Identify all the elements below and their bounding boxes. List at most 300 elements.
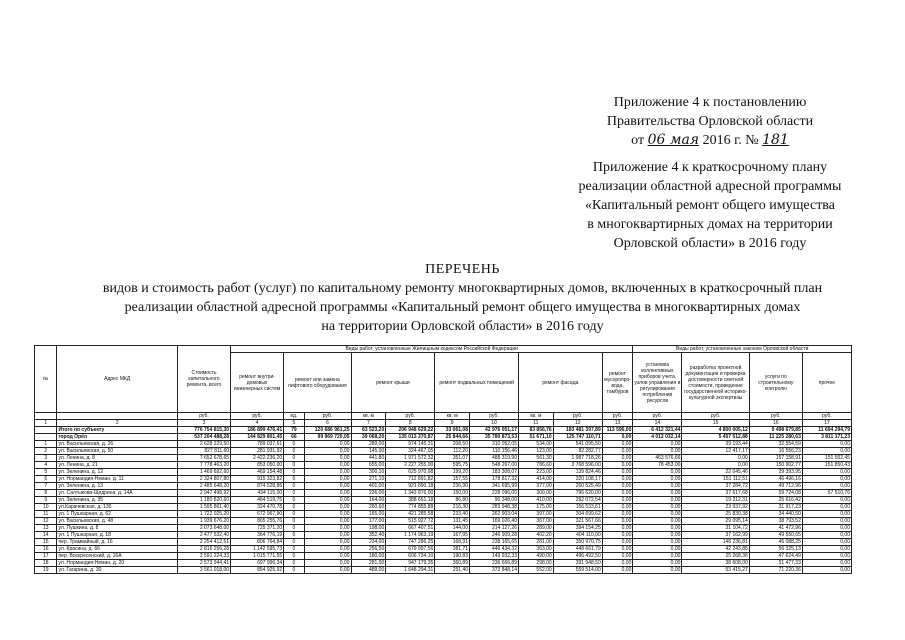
table-cell: 256,50 (351, 546, 386, 553)
column-number-cell: 12 (553, 420, 602, 427)
table-cell: 0,00 (304, 560, 351, 567)
table-cell: 2 947 498,92 (177, 490, 230, 497)
table-cell: 260 525,49 (553, 483, 602, 490)
table-cell: 183 481 397,89 (553, 427, 602, 434)
table-cell: 363,00 (519, 546, 554, 553)
table-cell: 156 533,61 (553, 504, 602, 511)
table-cell: 552,00 (519, 567, 554, 574)
table-cell: 66 (284, 434, 304, 441)
appendix-line: реализации областной адресной программы (578, 179, 842, 194)
table-cell: 0,00 (633, 553, 682, 560)
table-cell: 208,50 (435, 441, 470, 448)
row-address: Итого по субъекту (57, 427, 178, 434)
table-cell: 1 015 771,55 (231, 553, 284, 560)
table-cell: 0,00 (304, 469, 351, 476)
table-cell: 2 628 229,50 (177, 441, 230, 448)
unit-cell: руб. (304, 413, 351, 420)
table-cell: 786,60 (519, 462, 554, 469)
col-header-chute: ремонт мусоропро-вода, тамбуров (602, 353, 633, 413)
table-cell: 42 243,85 (682, 546, 749, 553)
table-cell: 324 470,78 (231, 504, 284, 511)
table-cell: 0,00 (602, 518, 633, 525)
table-cell: 747 286,25 (386, 539, 435, 546)
table-cell: 0,00 (602, 546, 633, 553)
table-cell: 854 925,92 (231, 567, 284, 574)
table-cell: 0,00 (602, 455, 633, 462)
column-number-cell: 9 (435, 420, 470, 427)
table-cell: 2 422 236,20 (231, 455, 284, 462)
row-address: город Орёл (57, 434, 178, 441)
table-cell: 139 824,46 (553, 469, 602, 476)
table-cell: 304 699,62 (553, 511, 602, 518)
table-cell: 0,00 (633, 560, 682, 567)
table-cell: 0,00 (304, 455, 351, 462)
table-cell: 99 969 720,05 (304, 434, 351, 441)
table-cell: 915 323,82 (231, 476, 284, 483)
table-row (35, 497, 852, 504)
row-number: 10 (35, 504, 57, 511)
table-cell: 234,00 (351, 539, 386, 546)
table-cell: 515 927,72 (386, 518, 435, 525)
table-cell: 388 651,18 (386, 497, 435, 504)
table-cell: 0 (284, 462, 304, 469)
table-cell: 0,00 (304, 532, 351, 539)
table-cell: 22 045,46 (682, 469, 749, 476)
table-cell: 59 724,08 (749, 490, 802, 497)
unit-cell: руб. (386, 413, 435, 420)
table-cell: 1 595 861,40 (177, 504, 230, 511)
table-cell: 16 556,23 (749, 448, 802, 455)
appendix-line: Приложение 4 к постановлению (613, 95, 807, 110)
table-cell: 310 052,05 (469, 441, 518, 448)
row-address: пер. Трамвайный, д. 16 (57, 539, 178, 546)
table-cell: 0,00 (633, 483, 682, 490)
table-cell: 0,00 (633, 511, 682, 518)
row-address: ул.Карачевская, д. 130 (57, 504, 178, 511)
col-header-no: № (35, 346, 57, 413)
column-number-cell: 5 (284, 420, 304, 427)
table-cell: 236,00 (351, 490, 386, 497)
table-cell: 464 519,75 (231, 497, 284, 504)
column-number-cell: 14 (633, 420, 682, 427)
table-cell: 4 800 005,12 (682, 427, 749, 434)
unit-cell: кв. м (351, 413, 386, 420)
table-cell: 625 970,98 (386, 469, 435, 476)
table-cell: 0,00 (633, 567, 682, 574)
table-cell: 853 050,00 (231, 462, 284, 469)
table-cell: 2 477 532,40 (177, 532, 230, 539)
column-number-cell: 1 (35, 420, 57, 427)
row-number: 13 (35, 525, 57, 532)
table-row (35, 546, 852, 553)
row-address: ул. Нормандия-Неман, д. 11 (57, 476, 178, 483)
row-address: ул. Зеленина, д. 12 (57, 469, 178, 476)
row-number: 16 (35, 546, 57, 553)
table-row (35, 448, 852, 455)
table-cell: 0,00 (602, 448, 633, 455)
column-number-cell: 10 (469, 420, 518, 427)
table-cell: 7 652 678,65 (177, 455, 230, 462)
table-cell: 34 440,50 (749, 511, 802, 518)
table-row (35, 553, 852, 560)
table-cell: 712 891,82 (386, 476, 435, 483)
table-cell: 246 909,28 (469, 532, 518, 539)
table-cell: 367,00 (519, 518, 554, 525)
table-cell: 0,00 (602, 560, 633, 567)
table-row (35, 462, 852, 469)
table-cell: 238 165,65 (469, 539, 518, 546)
row-address: ул. Нормандия-Неман, д. 20 (57, 560, 178, 567)
table-cell: 2 324 807,80 (177, 476, 230, 483)
table-row (35, 560, 852, 567)
table-cell: 0 (284, 532, 304, 539)
column-number-cell: 7 (351, 420, 386, 427)
table-cell: 144 829 801,45 (231, 434, 284, 441)
table-cell: 397,00 (519, 511, 554, 518)
table-cell: 35 780 873,53 (469, 434, 518, 441)
table-cell: 0,00 (802, 546, 851, 553)
unit-cell: руб. (231, 413, 284, 420)
table-cell: 725 371,20 (231, 525, 284, 532)
table-cell: 11 694 294,79 (802, 427, 851, 434)
table-cell: 321 567,66 (553, 518, 602, 525)
table-cell: 496 492,50 (553, 553, 602, 560)
table-cell: 0,00 (304, 476, 351, 483)
row-address: ул. 1 Пушкарная, д. 18 (57, 532, 178, 539)
row-address: ул. Васильевская, д. 26 (57, 441, 178, 448)
table-row (35, 532, 852, 539)
table-cell: 262 903,04 (469, 511, 518, 518)
title-line: видов и стоимость работ (услуг) по капитальному ремонту многоквартирных домов, включенных в краткосрочный план (102, 281, 823, 296)
table-cell: 0,00 (802, 504, 851, 511)
row-address: ул. Гагарина, д. 30 (57, 567, 178, 574)
table-cell: 404 110,00 (553, 532, 602, 539)
table-cell: 2 485 648,20 (177, 483, 230, 490)
table-cell: 324 467,05 (386, 448, 435, 455)
table-cell: 0,00 (304, 546, 351, 553)
table-cell: 11 225 280,63 (749, 434, 802, 441)
table-cell: 0,00 (633, 525, 682, 532)
table-cell: 774 855,88 (386, 504, 435, 511)
table-cell: 1 343 876,00 (386, 490, 435, 497)
year-text: 2016 г. № (702, 133, 759, 148)
table-cell: 236 666,89 (469, 560, 518, 567)
table-cell: 0,00 (633, 448, 682, 455)
table-cell: 3 811 171,23 (802, 434, 851, 441)
table-cell: 39 068,20 (351, 434, 386, 441)
table-cell: 151 850,43 (802, 462, 851, 469)
table-cell: 177,00 (351, 518, 386, 525)
table-cell: 260,60 (351, 504, 386, 511)
column-number-cell: 16 (749, 420, 802, 427)
table-cell: 463 576,66 (633, 455, 682, 462)
table-cell: 865 255,76 (231, 518, 284, 525)
unit-cell: руб. (469, 413, 518, 420)
table-cell: 446 434,32 (469, 546, 518, 553)
row-address: ул. Красина, д. 66 (57, 546, 178, 553)
table-cell: 414,00 (519, 476, 554, 483)
row-number: 1 (35, 441, 57, 448)
table-cell: 469 154,48 (231, 469, 284, 476)
table-cell: 0 (284, 476, 304, 483)
table-cell: 25 830,38 (682, 511, 749, 518)
table-cell: 0,00 (633, 518, 682, 525)
table-cell: 0 (284, 560, 304, 567)
col-header-facade: ремонт фасада (519, 353, 603, 413)
col-header-tech-control: услуги по строительному контролю (749, 353, 802, 413)
table-cell: 697 996,34 (231, 560, 284, 567)
table-cell: 1 648 294,31 (386, 567, 435, 574)
table-cell: 57 510,76 (802, 490, 851, 497)
table-cell: 2 816 256,28 (177, 546, 230, 553)
column-number-cell: 11 (519, 420, 554, 427)
table-cell: 595,75 (435, 462, 470, 469)
table-cell: 41 472,96 (749, 525, 802, 532)
table-cell: 149 932,33 (469, 553, 518, 560)
appendix-line: в многоквартирных домах на территории (587, 217, 833, 232)
appendix-line: Орловской области» в 2016 году (613, 236, 807, 251)
table-cell: 25 844,66 (435, 434, 470, 441)
table-cell: 947 179,35 (386, 560, 435, 567)
table-cell: 0,00 (633, 497, 682, 504)
table-cell: 0,00 (304, 525, 351, 532)
table-cell: 78 453,00 (633, 462, 682, 469)
table-cell: 2 254 412,51 (177, 539, 230, 546)
table-cell: 47 624,49 (749, 553, 802, 560)
table-cell: 490,00 (519, 553, 554, 560)
table-cell: 351,07 (435, 455, 470, 462)
table-cell: 63 523,20 (351, 427, 386, 434)
table-cell: 0,00 (602, 469, 633, 476)
table-cell: 53 415,27 (682, 567, 749, 574)
appendix-plan (560, 158, 860, 253)
table-cell: 0,00 (682, 455, 749, 462)
row-address: ул. Ленина, д. 8 (57, 455, 178, 462)
column-number-cell: 17 (802, 420, 851, 427)
table-row (35, 455, 852, 462)
table-cell: 37 284,72 (682, 483, 749, 490)
table-cell: 0,00 (304, 441, 351, 448)
table-cell: 236,90 (435, 483, 470, 490)
table-cell: 0,00 (304, 448, 351, 455)
table-cell: 381,71 (435, 546, 470, 553)
table-cell: 0,00 (802, 539, 851, 546)
table-cell: 281,00 (519, 539, 554, 546)
table-cell: 0,00 (802, 448, 851, 455)
unit-cell: руб. (177, 413, 230, 420)
table-cell: 350 970,75 (553, 539, 602, 546)
table-cell: 186 899 476,41 (231, 427, 284, 434)
table-cell: 39 193,44 (682, 441, 749, 448)
col-header-engineering: ремонт внутри-домовых инженерных систем (231, 353, 284, 413)
table-cell: 548 267,00 (469, 462, 518, 469)
table-cell: 2 573 944,41 (177, 560, 230, 567)
table-cell: 874 528,86 (231, 483, 284, 490)
table-cell: 29 393,95 (749, 469, 802, 476)
unit-cell: руб. (553, 413, 602, 420)
table-cell: 1 142 595,73 (231, 546, 284, 553)
table-row (35, 469, 852, 476)
column-number-cell: 2 (57, 420, 178, 427)
table-cell: 0,00 (682, 462, 749, 469)
table-cell: 0 (284, 490, 304, 497)
table-cell: 112,20 (435, 448, 470, 455)
row-number (35, 434, 57, 441)
table-row (35, 427, 852, 434)
table-row (35, 539, 852, 546)
row-address: ул. Васильевская, д. 48 (57, 518, 178, 525)
table-cell: 796 620,00 (553, 490, 602, 497)
table-cell: 0,00 (633, 441, 682, 448)
table-cell: 1 180 820,60 (177, 497, 230, 504)
table-cell: 3 561 018,00 (177, 567, 230, 574)
table-cell: 827 811,60 (177, 448, 230, 455)
row-number: 2 (35, 448, 57, 455)
table-cell: 7 778 463,20 (177, 462, 230, 469)
table-cell: 42 976 051,17 (469, 427, 518, 434)
row-address: ул. Зеленина, д. 35 (57, 497, 178, 504)
row-number: 8 (35, 490, 57, 497)
row-number: 4 (35, 462, 57, 469)
table-cell: 216,30 (435, 504, 470, 511)
row-address: ул. Пушкина, д. 8 (57, 525, 178, 532)
table-cell: 145,00 (351, 448, 386, 455)
table-cell: 421 285,58 (386, 511, 435, 518)
row-number: 12 (35, 518, 57, 525)
row-address: пер. Воскресенский, д. 16А (57, 553, 178, 560)
row-number: 7 (35, 483, 57, 490)
table-cell: 0,00 (802, 476, 851, 483)
table-cell: 206 948 629,22 (386, 427, 435, 434)
column-numbers-row (35, 420, 852, 427)
unit-cell: руб. (749, 413, 802, 420)
table-cell: 0,00 (602, 497, 633, 504)
row-number: 6 (35, 476, 57, 483)
table-cell: 0,00 (304, 483, 351, 490)
table-cell: 0,00 (802, 518, 851, 525)
table-row (35, 490, 852, 497)
row-address: ул. Ленина, д. 21 (57, 462, 178, 469)
table-cell: 0,00 (602, 483, 633, 490)
unit-cell: ед. (284, 413, 304, 420)
table-cell: 0 (284, 525, 304, 532)
row-number: 17 (35, 553, 57, 560)
unit-cell (57, 413, 178, 420)
date-prefix: от (631, 133, 645, 148)
table-cell: 410,00 (519, 497, 554, 504)
table-cell: 151 502,45 (802, 455, 851, 462)
table-cell: 1 174 963,19 (386, 532, 435, 539)
table-cell: 31 917,23 (749, 504, 802, 511)
appendix-line: Правительства Орловской области (606, 114, 814, 129)
table-cell: 360,89 (435, 560, 470, 567)
table-cell: 157 158,91 (749, 455, 802, 462)
unit-cell (35, 413, 57, 420)
table-cell: 0,00 (304, 518, 351, 525)
table-cell: 283 948,38 (469, 504, 518, 511)
table-row (35, 518, 852, 525)
table-cell: 0,00 (602, 490, 633, 497)
table-cell: 183 308,07 (469, 469, 518, 476)
unit-cell: кв. м (435, 413, 470, 420)
table-cell: 178 817,32 (469, 476, 518, 483)
table-cell: 0,00 (602, 553, 633, 560)
unit-cell: руб. (633, 413, 682, 420)
table-cell: 434 115,00 (231, 490, 284, 497)
row-number: 18 (35, 560, 57, 567)
table-cell: 0,00 (633, 469, 682, 476)
table-cell: 56 325,13 (749, 546, 802, 553)
table-cell: 228 096,00 (469, 490, 518, 497)
col-header-basement: ремонт подвальных помещений (435, 353, 519, 413)
table-row (35, 511, 852, 518)
table-cell: 49 550,65 (749, 532, 802, 539)
table-cell: 0,00 (802, 560, 851, 567)
table-cell: 606 734,10 (386, 553, 435, 560)
row-number: 3 (35, 455, 57, 462)
group-header-regional-law: Виды работ, установленные законом Орловской области (633, 346, 852, 353)
column-number-cell: 4 (231, 420, 284, 427)
appendix-line: Приложение 4 к краткосрочному плану (592, 160, 828, 175)
table-cell: 289,00 (351, 441, 386, 448)
row-number: 5 (35, 469, 57, 476)
table-cell: 199,20 (435, 469, 470, 476)
table-cell: 0,00 (304, 511, 351, 518)
table-cell: 667 407,51 (386, 525, 435, 532)
table-cell: 448 661,79 (553, 546, 602, 553)
group-header-housing-code: Виды работ, установленные Жилищным кодексом Российской Федерации (231, 346, 633, 353)
table-cell: 679 997,56 (386, 546, 435, 553)
table-cell: 0,00 (802, 567, 851, 574)
table-cell: 37 617,68 (682, 490, 749, 497)
table-cell: 1 469 692,60 (177, 469, 230, 476)
table-cell: 489,00 (351, 567, 386, 574)
table-cell: 0,00 (304, 567, 351, 574)
works-table (34, 345, 852, 574)
table-cell: 0 (284, 539, 304, 546)
table-cell: 25 268,36 (682, 553, 749, 560)
table-cell: 0,00 (602, 532, 633, 539)
appendix-date-line (560, 131, 860, 150)
table-cell: 364 776,19 (231, 532, 284, 539)
table-cell: 0,00 (304, 490, 351, 497)
appendix-line: «Капитальный ремонт общего имущества (585, 198, 835, 213)
col-header-address: Адрес МКД (57, 346, 178, 413)
column-number-cell: 15 (682, 420, 749, 427)
table-cell: 233,40 (435, 511, 470, 518)
table-cell: 214 127,26 (469, 525, 518, 532)
table-cell: 0,00 (633, 504, 682, 511)
table-cell: 110 156,46 (469, 448, 518, 455)
table-cell: 131,45 (435, 518, 470, 525)
table-cell: 0,00 (633, 532, 682, 539)
table-cell: 0 (284, 483, 304, 490)
table-cell: 373 848,14 (469, 567, 518, 574)
table-row (35, 434, 852, 441)
table-cell: 19 212,31 (682, 497, 749, 504)
title-line: на территории Орловской области» в 2016 году (321, 319, 604, 334)
table-cell: 0,00 (802, 553, 851, 560)
table-cell: 32 554,59 (749, 441, 802, 448)
row-number: 9 (35, 497, 57, 504)
table-cell: 6 412 321,44 (633, 427, 682, 434)
table-cell: 0,00 (304, 497, 351, 504)
table-cell: 169 026,40 (469, 518, 518, 525)
table-cell: 0 (284, 546, 304, 553)
table-cell: 806 764,84 (231, 539, 284, 546)
table-cell: 5 457 512,88 (682, 434, 749, 441)
table-cell: 135 013 370,87 (386, 434, 435, 441)
